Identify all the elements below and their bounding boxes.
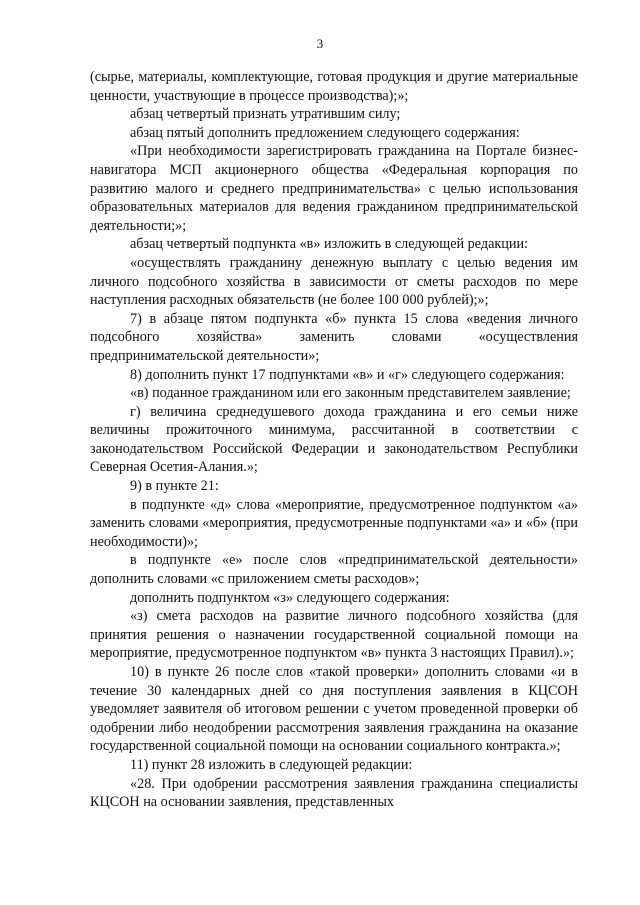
paragraph: «в) поданное гражданином или его законным представителем заявление;: [130, 385, 571, 402]
paragraph: «При необходимости зарегистрировать гражданина на Портале бизнес-навигатора МСП акционерного общества «Федеральная корпорация по развитию малого и среднего предпринимательства» с целью использования образовательных материалов для ведения гражданином предпринимательской деятельности;»;: [90, 143, 578, 234]
paragraph: 8) дополнить пункт 17 подпунктами «в» и «г» следующего содержания:: [130, 366, 565, 383]
page-number: 3: [316, 36, 324, 51]
paragraph: «осуществлять гражданину денежную выплату с целью ведения им личного подсобного хозяйства в зависимости от сметы расходов по мере наступления расходных обязательств (не более 100 000 рублей);»;: [90, 254, 578, 309]
paragraph: «28. При одобрении рассмотрения заявления гражданина специалисты КЦСОН на основании заявления, представленных: [90, 775, 578, 811]
paragraph: абзац четвертый признать утратившим силу;: [130, 106, 401, 123]
paragraph: в подпункте «е» после слов «предпринимательской деятельности» дополнить словами «с приложением сметы расходов»;: [90, 552, 578, 588]
paragraph: 10) в пункте 26 после слов «такой проверки» дополнить словами «и в течение 30 календарных дней со дня поступления заявления в КЦСОН уведомляет заявителя об итоговом решении с учетом проведенной проверки об одобрении либо неодобрении рассмотрения заявления гражданина на оказание государственной социальной помощи на основании социального контракта.»;: [90, 664, 578, 755]
paragraph: 11) пункт 28 изложить в следующей редакции:: [130, 756, 413, 773]
paragraph: (сырье, материалы, комплектующие, готовая продукция и другие материальные ценности, участвующие в процессе производства);»;: [90, 69, 578, 104]
paragraph: в подпункте «д» слова «мероприятие, предусмотренное подпунктом «а» заменить словами «мероприятия, предусмотренные подпунктами «а» и «б» (при необходимости)»;: [90, 496, 578, 550]
paragraph: «з) смета расходов на развитие личного подсобного хозяйства (для принятия решения о назначении государственной социальной помощи на мероприятие, предусмотренное подпунктом «в» пункта 3 настоящих Правил).»;: [90, 608, 578, 662]
document-body: [90, 68, 578, 812]
paragraph: 7) в абзаце пятом подпункта «б» пункта 15 слова «ведения личного подсобного хозяйства» заменить словами «осуществления предпринимательской деятельности»;: [90, 310, 578, 364]
paragraph: г) величина среднедушевого дохода гражданина и его семьи ниже величины прожиточного минимума, рассчитанной в соответствии с законодательством Российской Федерации и законодательством Республики Северная Осетия-Алания.»;: [90, 403, 578, 476]
paragraph: абзац пятый дополнить предложением следующего содержания:: [130, 124, 520, 141]
paragraph: дополнить подпунктом «з» следующего содержания:: [130, 589, 450, 606]
paragraph: 9) в пункте 21:: [130, 478, 219, 495]
paragraph: абзац четвертый подпункта «в» изложить в следующей редакции:: [130, 236, 528, 253]
